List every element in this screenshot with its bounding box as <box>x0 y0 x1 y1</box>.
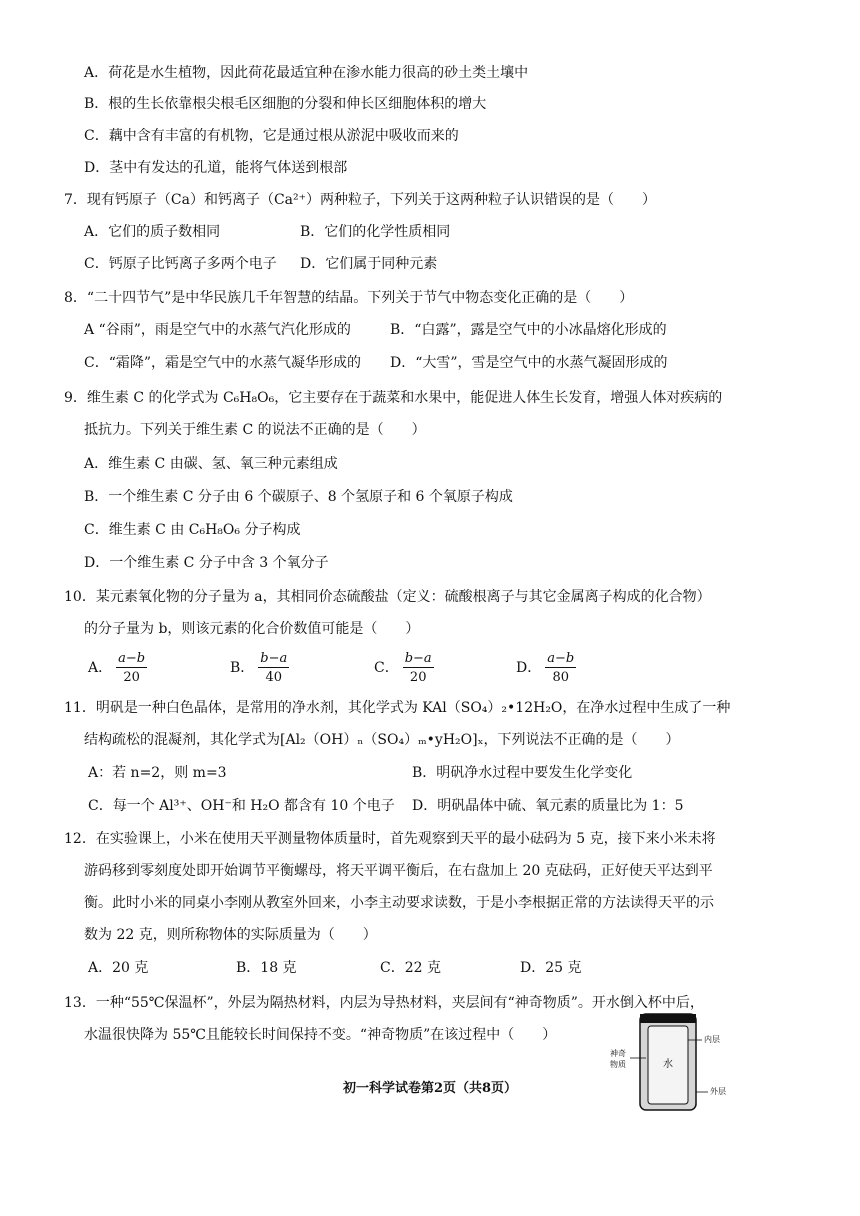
q10-stem-line2: 的分子量为 b，则该元素的化合价数值可能是（ ） <box>84 621 420 637</box>
q8-option-a: A “谷雨”，雨是空气中的水蒸气汽化形成的 <box>84 322 351 338</box>
q6-option-d: D．茎中有发达的孔道，能将气体送到根部 <box>84 160 348 176</box>
q10-option-b <box>230 652 289 684</box>
q12-option-a: A．20 克 <box>88 960 149 976</box>
q10-option-b-fraction: $\frac{b-a}{40}$ <box>260 651 288 685</box>
q12-option-c: C．22 克 <box>380 960 441 976</box>
q13-stem-line2: 水温很快降为 55℃且能较长时间保持不变。“神奇物质”在该过程中（ ） <box>84 1027 557 1043</box>
q10-stem-line1: 10．某元素氧化物的分子量为 a，其相同价态硫酸盐（定义：硫酸根离子与其它金属离子构成的化合物） <box>64 589 711 605</box>
q7-option-c: C．钙原子比钙离子多两个电子 <box>84 256 277 272</box>
q11-stem-line1: 11．明矾是一种白色晶体，是常用的净水剂，其化学式为 KAl（SO₄）₂•12H₂O，在净水过程中生成了一种 <box>64 700 731 716</box>
q7-stem: 7．现有钙原子（Ca）和钙离子（Ca²⁺）两种粒子，下列关于这两种粒子认识错误的是（ ） <box>64 192 657 208</box>
page-footer: 初一科学试卷第2页（共8页） <box>342 1081 518 1096</box>
q6-option-b: B．根的生长依靠根尖根毛区细胞的分裂和伸长区细胞体积的增大 <box>84 96 487 112</box>
q10-option-d-fraction: $\frac{a-b}{80}$ <box>547 651 575 685</box>
q10-option-c-label: C． <box>374 660 399 676</box>
q9-option-a: A．维生素 C 由碳、氢、氧三种元素组成 <box>84 456 338 472</box>
q9-option-c: C．维生素 C 由 C₆H₈O₆ 分子构成 <box>84 522 301 538</box>
outer-layer-label: 外层 <box>710 1087 726 1096</box>
q10-option-c <box>374 652 434 684</box>
q6-option-a: A．荷花是水生植物，因此荷花最适宜种在渗水能力很高的砂土类土壤中 <box>84 65 529 81</box>
water-label: 水 <box>663 1059 673 1070</box>
q10-option-b-label: B． <box>230 660 255 676</box>
q8-option-d: D．“大雪”，雪是空气中的水蒸气凝固形成的 <box>390 355 668 371</box>
q12-stem-line2: 游码移到零刻度处即开始调节平衡螺母，将天平调平衡后，在右盘加上 20 克砝码，正好使天平达到平 <box>84 863 713 879</box>
q12-stem-line4: 数为 22 克，则所称物体的实际质量为（ ） <box>84 927 377 943</box>
q11-option-b: B．明矾净水过程中要发生化学变化 <box>412 765 633 781</box>
q9-stem-line1: 9．维生素 C 的化学式为 C₆H₈O₆，它主要存在于蔬菜和水果中，能促进人体生长发育，增强人体对疾病的 <box>64 390 723 406</box>
magic-substance-label-line1: 神奇 <box>610 1049 626 1058</box>
q12-stem-line1: 12．在实验课上，小米在使用天平测量物体质量时，首先观察到天平的最小砝码为 5 克，接下来小米未将 <box>64 831 716 847</box>
q11-option-a: A：若 n=2，则 m=3 <box>88 765 227 781</box>
q10-option-c-fraction: $\frac{b-a}{20}$ <box>404 651 432 685</box>
q10-option-a <box>88 652 147 684</box>
q11-option-c: C．每一个 Al³⁺、OH⁻和 H₂O 都含有 10 个电子 <box>88 798 395 814</box>
q10-option-d-label: D． <box>516 660 542 676</box>
q12-option-d: D．25 克 <box>520 960 582 976</box>
q10-option-d <box>516 652 576 684</box>
q6-option-c: C．藕中含有丰富的有机物，它是通过根从淤泥中吸收而来的 <box>84 128 459 144</box>
q9-option-b: B．一个维生素 C 分子由 6 个碳原子、8 个氢原子和 6 个氧原子构成 <box>84 489 513 505</box>
q7-option-d: D．它们属于同种元素 <box>300 256 438 272</box>
magic-substance-label-line2: 物质 <box>610 1060 626 1069</box>
q10-option-a-label: A． <box>88 660 113 676</box>
q9-option-d: D．一个维生素 C 分子中含 3 个氧分子 <box>84 555 329 571</box>
q8-option-b: B．“白露”，露是空气中的小冰晶熔化形成的 <box>390 322 667 338</box>
q7-option-b: B．它们的化学性质相同 <box>300 224 451 240</box>
q13-stem-line1: 13．一种“55℃保温杯”，外层为隔热材料，内层为导热材料，夹层间有“神奇物质”。开水倒入杯中后， <box>64 995 704 1011</box>
q8-option-c: C．“霜降”，霜是空气中的水蒸气凝华形成的 <box>84 355 362 371</box>
q12-option-b: B．18 克 <box>236 960 297 976</box>
q8-stem: 8．“二十四节气”是中华民族几千年智慧的结晶。下列关于节气中物态变化正确的是（ ） <box>64 290 634 306</box>
q7-option-a: A．它们的质子数相同 <box>84 224 221 240</box>
q10-option-a-fraction: $\frac{a-b}{20}$ <box>118 651 146 685</box>
thermos-cup-diagram <box>604 1012 744 1112</box>
q11-option-d: D．明矾晶体中硫、氧元素的质量比为 1：5 <box>412 798 684 814</box>
q11-stem-line2: 结构疏松的混凝剂，其化学式为[Al₂（OH）ₙ（SO₄）ₘ•yH₂O]ₓ，下列说法不正确的是（ ） <box>84 732 680 748</box>
q12-stem-line3: 衡。此时小米的同桌小李刚从教室外回来，小李主动要求读数，于是小李根据正常的方法读得天平的示 <box>84 895 714 911</box>
q9-stem-line2: 抵抗力。下列关于维生素 C 的说法不正确的是（ ） <box>84 422 426 438</box>
inner-layer-label: 内层 <box>704 1035 720 1044</box>
